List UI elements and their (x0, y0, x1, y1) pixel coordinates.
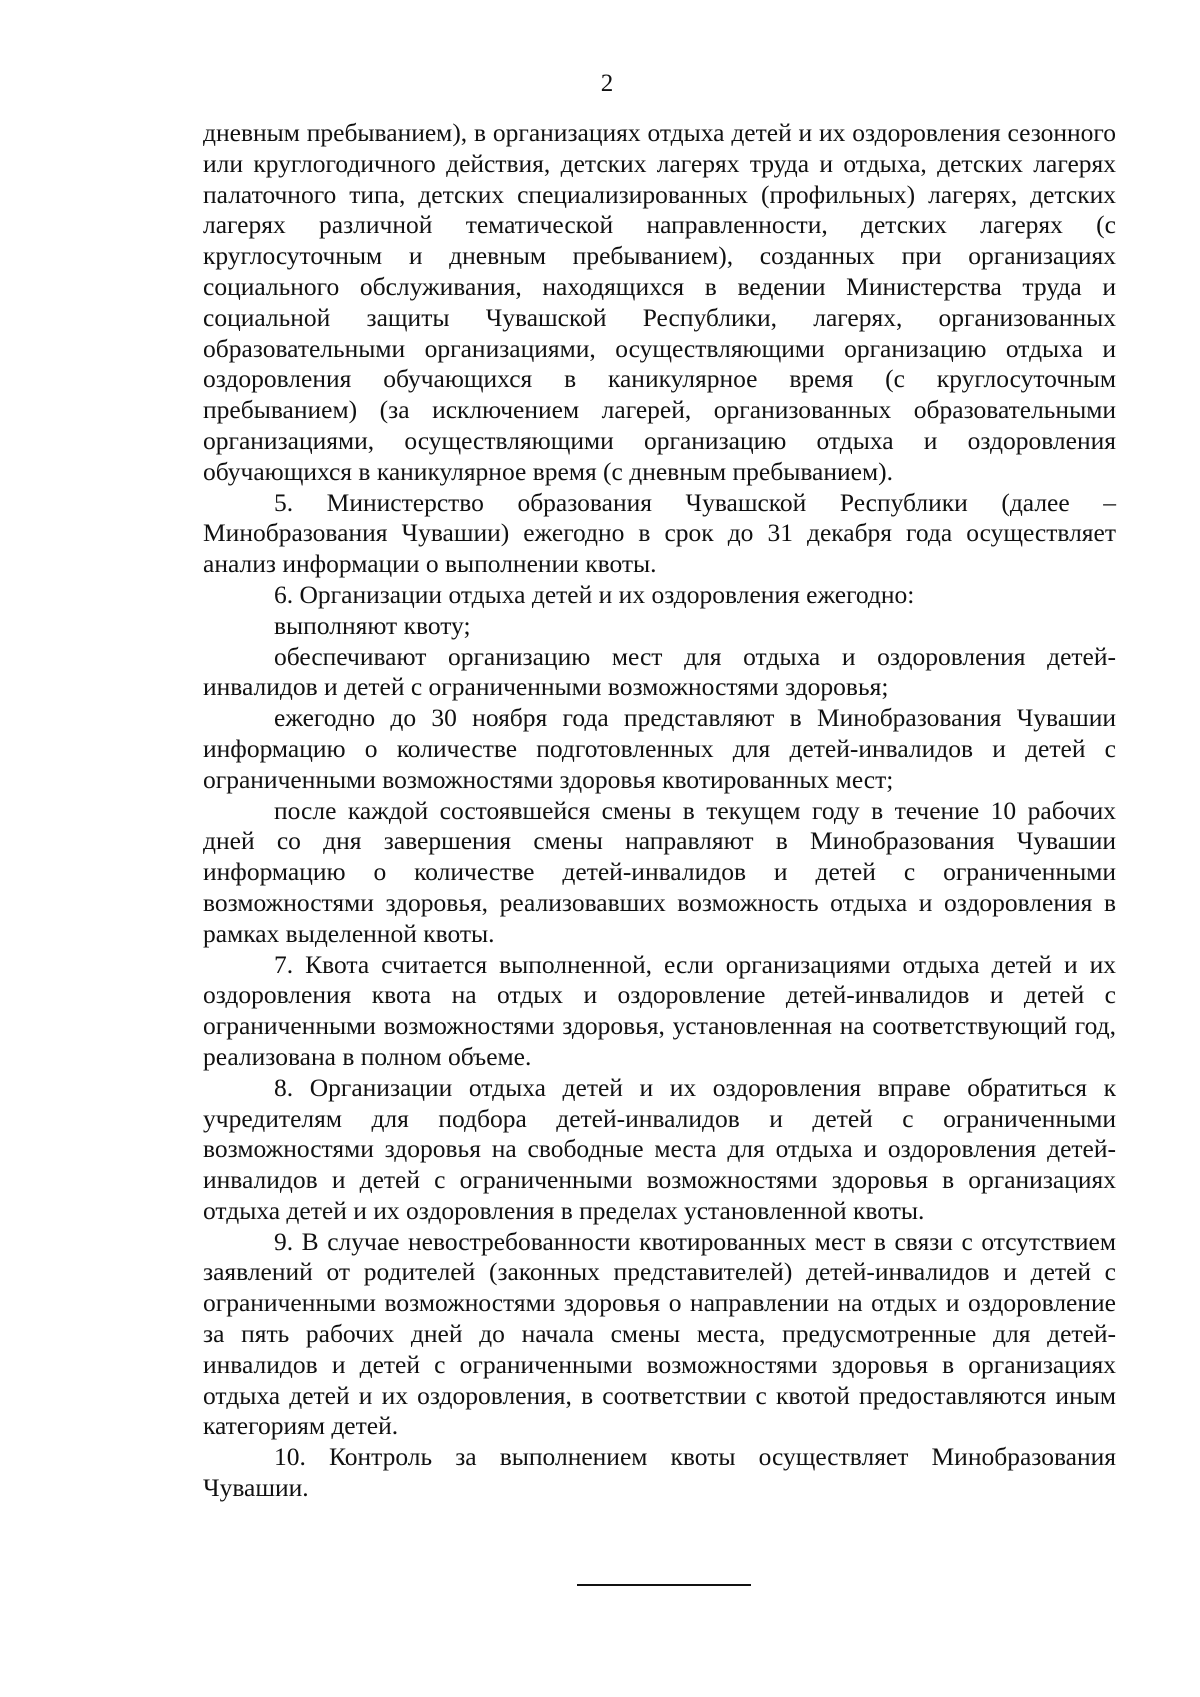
document-body (203, 118, 1116, 1504)
page-number: 2 (600, 70, 614, 97)
end-of-document-rule (577, 1584, 751, 1586)
paragraph-item-9: 9. В случае невостребованности квотированных мест в связи с отсутствием заявлений от родителей (законных представителей) детей-инвалидов и детей с ограниченными возможностями здоровья о направлении на отдых и оздоровление за пять рабочих дней до начала смены места, предусмотренные для детей-инвалидов и детей с ограниченными возможностями здоровья в организациях отдыха детей и их оздоровления, в соответствии с квотой предоставляются иным категориям детей. (203, 1226, 1116, 1441)
paragraph-item-6-duty-1: выполняют квоту; (274, 610, 471, 640)
paragraph-item-6: 6. Организации отдыха детей и их оздоровления ежегодно: (274, 579, 915, 609)
paragraph-item-7: 7. Квота считается выполненной, если организациями отдыха детей и их оздоровления квота на отдых и оздоровление детей-инвалидов и детей с ограниченными возможностями здоровья, установленная на соответствующий год, реализована в полном объеме. (203, 949, 1116, 1071)
paragraph-continuation: дневным пребыванием), в организациях отдыха детей и их оздоровления сезонного или круглогодичного действия, детских лагерях труда и отдыха, детских лагерях палаточного типа, детских специализированных (профильных) лагерях, детских лагерях различной тематической направленности, детских лагерях (с круглосуточным и дневным пребыванием), созданных при организациях социального обслуживания, находящихся в ведении Министерства труда и социальной защиты Чувашской Республики, лагерях, организованных образовательными организациями, осуществляющими организацию отдыха и оздоровления обучающихся в каникулярное время (с круглосуточным пребыванием) (за исключением лагерей, организованных образовательными организациями, осуществляющими организацию отдыха и оздоровления обучающихся в каникулярное время (с дневным пребыванием). (203, 118, 1116, 486)
paragraph-item-6-duty-4: после каждой состоявшейся смены в текущем году в течение 10 рабочих дней со дня завершения смены направляют в Минобразования Чувашии информацию о количестве детей-инвалидов и детей с ограниченными возможностями здоровья, реализовавших возможность отдыха и оздоровления в рамках выделенной квоты. (203, 795, 1116, 948)
paragraph-item-8: 8. Организации отдыха детей и их оздоровления вправе обратиться к учредителям для подбора детей-инвалидов и детей с ограниченными возможностями здоровья на свободные места для отдыха и оздоровления детей-инвалидов и детей с ограниченными возможностями здоровья в организациях отдыха детей и их оздоровления в пределах установленной квоты. (203, 1072, 1116, 1225)
paragraph-item-6-duty-3: ежегодно до 30 ноября года представляют в Минобразования Чувашии информацию о количестве подготовленных для детей-инвалидов и детей с ограниченными возможностями здоровья квотированных мест; (203, 703, 1116, 794)
paragraph-item-5: 5. Министерство образования Чувашской Республики (далее – Минобразования Чувашии) ежегодно в срок до 31 декабря года осуществляет анализ информации о выполнении квоты. (203, 487, 1116, 579)
paragraph-item-6-duty-2: обеспечивают организацию мест для отдыха и оздоровления детей-инвалидов и детей с ограниченными возможностями здоровья; (203, 641, 1116, 702)
paragraph-item-10: 10. Контроль за выполнением квоты осуществляет Минобразования Чувашии. (203, 1442, 1116, 1503)
